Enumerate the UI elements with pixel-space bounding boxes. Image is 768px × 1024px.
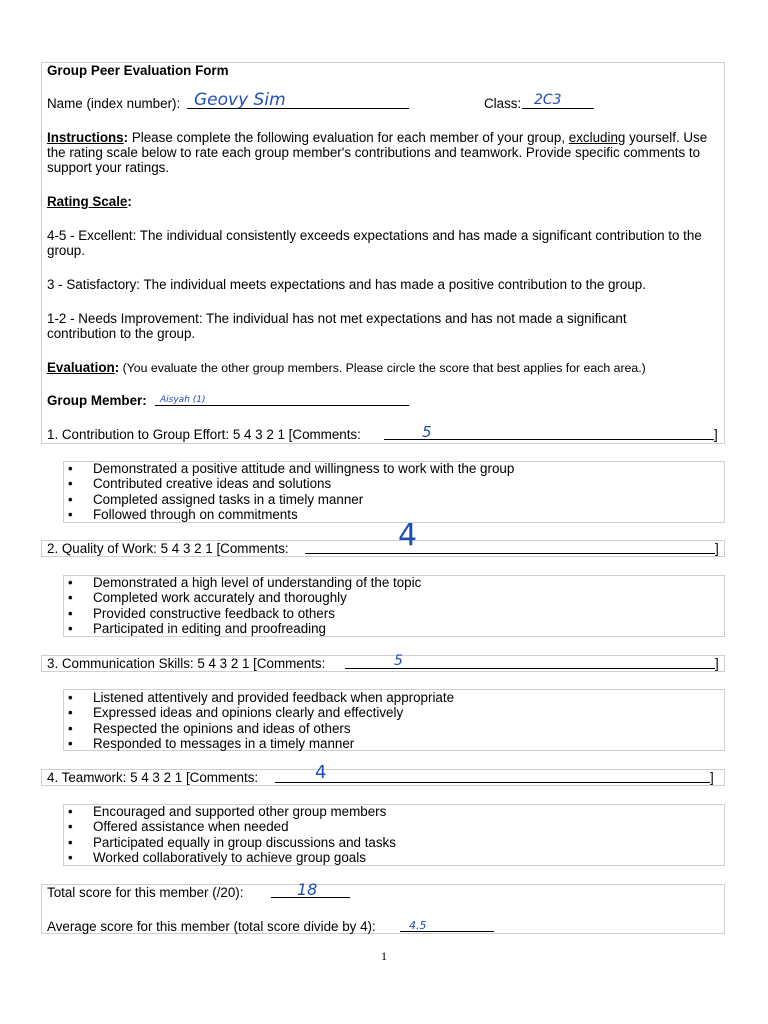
name-handwriting: Geovy Sim xyxy=(194,90,286,110)
rating-needs-improvement: 1-2 - Needs Improvement: The individual has not met expectations and has not made a significant contribution to the group. xyxy=(47,311,627,341)
group-member-label: Group Member: xyxy=(47,393,147,408)
list-item: • Worked collaboratively to achieve group goals xyxy=(47,850,396,865)
section-4-label: 4. Teamwork: 5 4 3 2 1 [Comments: xyxy=(47,770,259,785)
instructions-excluding: excluding xyxy=(568,130,626,145)
section-3-criteria-list xyxy=(47,690,454,751)
rating-scale-heading: Rating Scale: xyxy=(47,194,132,209)
total-score-value: 18 xyxy=(297,880,318,899)
average-score-label: Average score for this member (total score divide by 4): xyxy=(47,919,376,934)
average-score-value: 4.5 xyxy=(409,919,427,932)
section-2-label: 2. Quality of Work: 5 4 3 2 1 [Comments: xyxy=(47,541,289,556)
rating-excellent: 4-5 - Excellent: The individual consistently exceeds expectations and has made a significant contribution to the group. xyxy=(47,228,702,258)
group-member-handwriting: Aisyah (1) xyxy=(160,395,206,405)
page-number: 1 xyxy=(381,949,387,963)
instructions-heading: Instructions xyxy=(47,130,124,145)
list-item: • Participated equally in group discussions and tasks xyxy=(47,835,396,850)
section-4-score: 4 xyxy=(315,762,327,783)
section-3-score: 5 xyxy=(394,653,403,669)
list-item: • Demonstrated a high level of understanding of the topic xyxy=(47,575,421,590)
instructions-text: Please complete the following evaluation for each member of your group, xyxy=(128,130,569,145)
form-title: Group Peer Evaluation Form xyxy=(47,63,229,78)
list-item: • Respected the opinions and ideas of others xyxy=(47,721,454,736)
list-item: • Offered assistance when needed xyxy=(47,819,396,834)
section-2-score: 4 xyxy=(398,518,418,553)
section-1-criteria-list xyxy=(47,461,514,522)
list-item: • Followed through on commitments xyxy=(47,507,514,522)
instructions-text-2: yourself. Use the rating scale below to rate each group member's contributions and teamwork. Provide specific comments to support your ratings. xyxy=(47,130,708,175)
section-4-comments-field[interactable] xyxy=(275,770,710,783)
list-item: • Participated in editing and proofreading xyxy=(47,621,421,636)
list-item: • Completed assigned tasks in a timely manner xyxy=(47,492,514,507)
instructions-paragraph: Instructions: Please complete the following evaluation for each member of your group, excluding yourself. Use the rating scale below to rate each group member's contributions and teamwork. Provide specific comments to support your ratings. xyxy=(47,130,708,175)
list-item: • Responded to messages in a timely manner xyxy=(47,736,454,751)
list-item: • Completed work accurately and thoroughly xyxy=(47,590,421,605)
total-score-label: Total score for this member (/20): xyxy=(47,885,244,900)
section-1-label: 1. Contribution to Group Effort: 5 4 3 2 1 [Comments: xyxy=(47,427,361,442)
rating-satisfactory: 3 - Satisfactory: The individual meets expectations and has made a positive contribution to the group. xyxy=(47,277,646,292)
section-3-label: 3. Communication Skills: 5 4 3 2 1 [Comments: xyxy=(47,656,326,671)
list-item: • Provided constructive feedback to others xyxy=(47,606,421,621)
section-1-score: 5 xyxy=(422,423,432,441)
list-item: • Encouraged and supported other group members xyxy=(47,804,396,819)
evaluation-line: Evaluation: (You evaluate the other group members. Please circle the score that best applies for each area.) xyxy=(47,360,646,375)
list-item: • Demonstrated a positive attitude and willingness to work with the group xyxy=(47,461,514,476)
list-item: • Contributed creative ideas and solutions xyxy=(47,476,514,491)
name-label: Name (index number): xyxy=(47,96,181,111)
section-4-criteria-list xyxy=(47,804,396,865)
list-item: • Listened attentively and provided feedback when appropriate xyxy=(47,690,454,705)
evaluation-note: (You evaluate the other group members. Please circle the score that best applies for each area.) xyxy=(119,361,646,375)
section-2-comments-field[interactable] xyxy=(305,541,715,554)
list-item: • Expressed ideas and opinions clearly and effectively xyxy=(47,705,454,720)
class-label: Class: xyxy=(484,96,522,111)
section-1-comments-field[interactable] xyxy=(384,427,714,440)
section-2-criteria-list xyxy=(47,575,421,636)
evaluation-heading: Evaluation xyxy=(47,360,115,375)
class-handwriting: 2C3 xyxy=(534,92,562,108)
